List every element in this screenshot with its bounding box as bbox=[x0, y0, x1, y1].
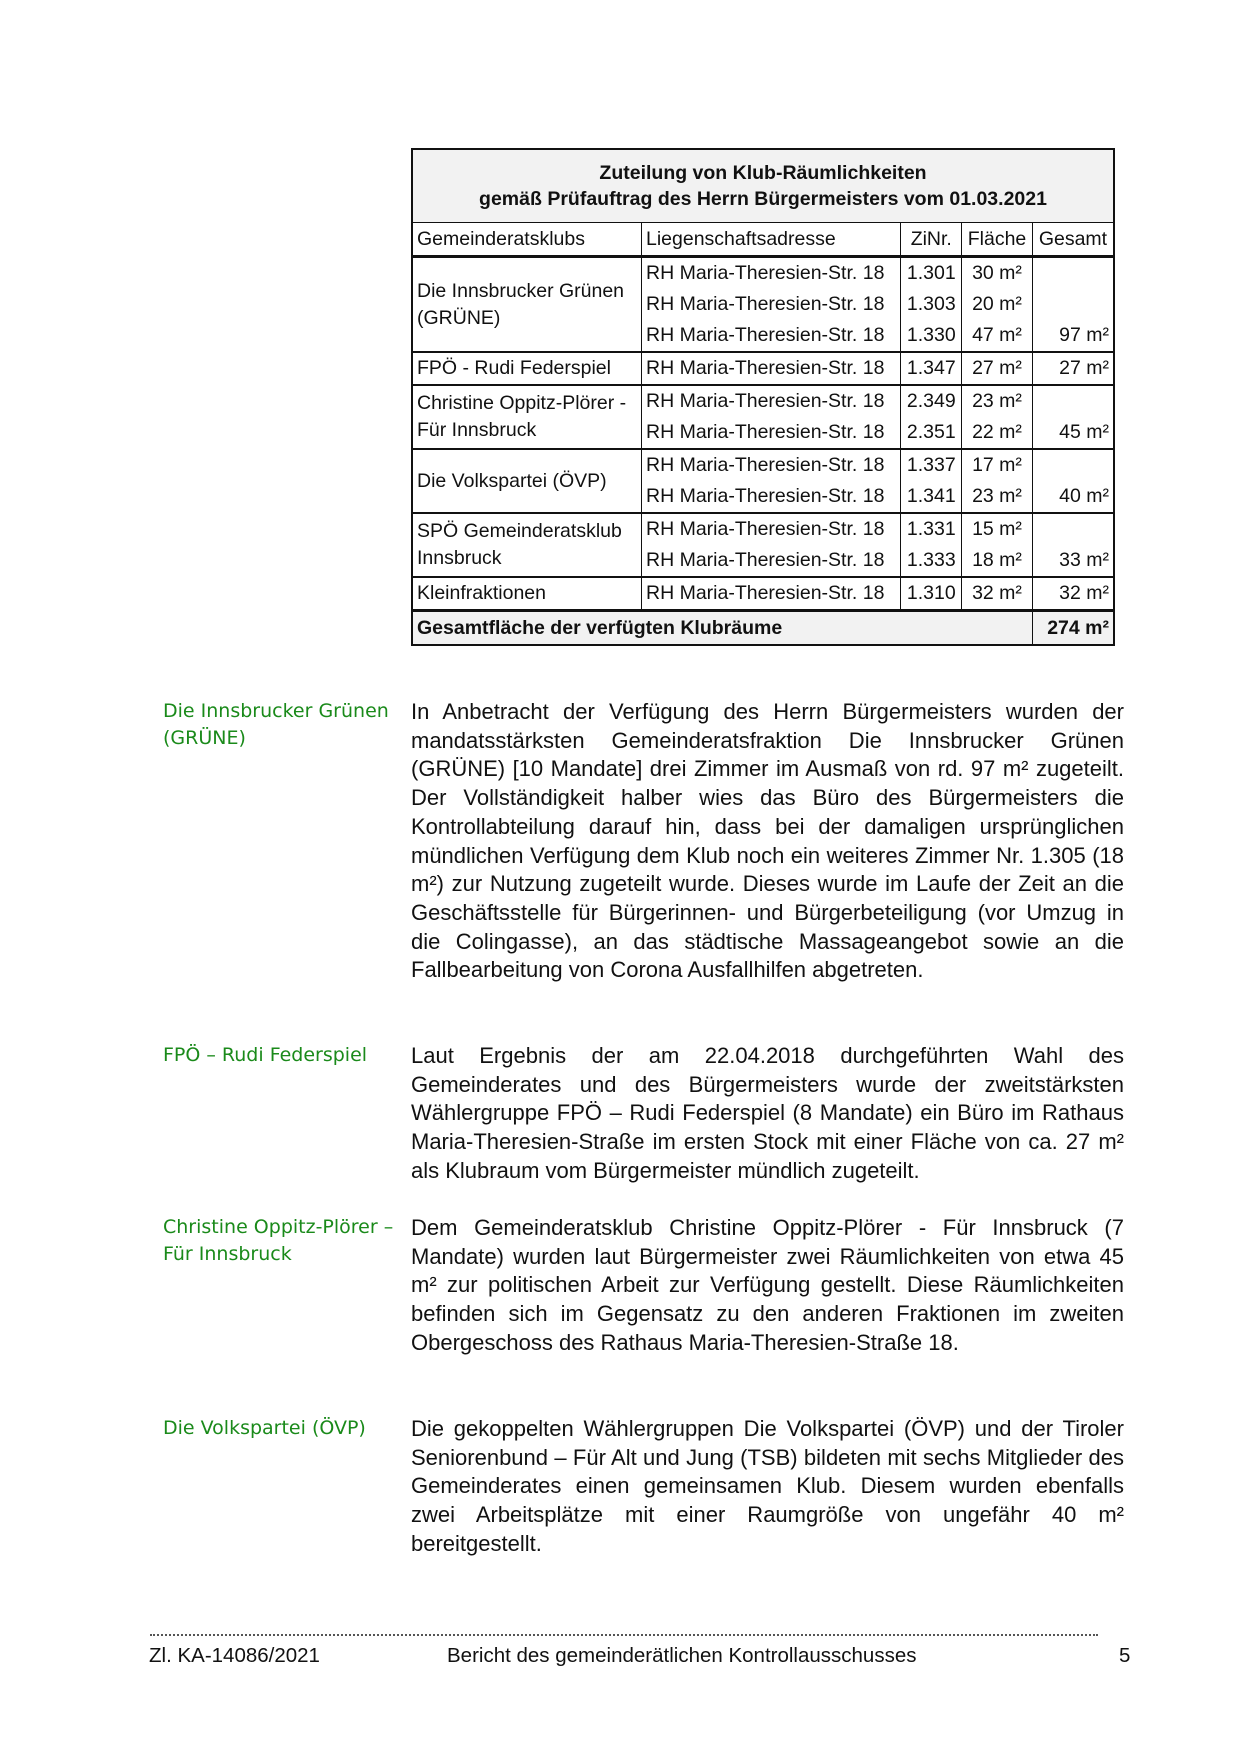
room-number-cell: 1.341 bbox=[901, 481, 962, 513]
address-cell: RH Maria-Theresien-Str. 18 bbox=[642, 449, 901, 481]
club-name: Die Volkspartei (ÖVP) bbox=[412, 449, 642, 513]
address-cell: RH Maria-Theresien-Str. 18 bbox=[642, 513, 901, 545]
section-label: Die Volkspartei (ÖVP) bbox=[163, 1417, 366, 1439]
club-name: Die Innsbrucker Grünen (GRÜNE) bbox=[412, 257, 642, 353]
club-name: Christine Oppitz-Plörer - Für Innsbruck bbox=[412, 385, 642, 449]
area-cell: 23 m² bbox=[962, 481, 1033, 513]
table-row bbox=[412, 352, 1114, 385]
section-label: Christine Oppitz-Plörer – Für Innsbruck bbox=[163, 1216, 394, 1265]
section-text: Die gekoppelten Wählergruppen Die Volkspartei (ÖVP) und der Tiroler Seniorenbund – Für Alt und Jung (TSB) bildeten mit sechs Mitglieder des Gemeinderates einen gemeinsamen Klub. Diesem wurden ebenfalls zwei Arbeitsplätze mit einer Raumgröße von ungefähr 40 m² bereitgestellt. bbox=[411, 1416, 1124, 1556]
table-title bbox=[412, 149, 1114, 223]
address-cell: RH Maria-Theresien-Str. 18 bbox=[642, 385, 901, 417]
title-line-2: gemäß Prüfauftrag des Herrn Bürgermeisters vom 01.03.2021 bbox=[479, 188, 1047, 210]
group-total-cell: 97 m² bbox=[1032, 257, 1114, 353]
table-row bbox=[412, 513, 1114, 545]
area-cell: 30 m² bbox=[962, 257, 1033, 290]
table-row bbox=[412, 257, 1114, 290]
total-value: 274 m² bbox=[1032, 611, 1114, 646]
table-row bbox=[412, 577, 1114, 611]
footer-reference: Zl. KA-14086/2021 bbox=[149, 1644, 320, 1667]
area-cell: 22 m² bbox=[962, 417, 1033, 449]
footer-title: Bericht des gemeinderätlichen Kontrollausschusses bbox=[447, 1644, 917, 1667]
room-number-cell: 2.349 bbox=[901, 385, 962, 417]
section-label: FPÖ – Rudi Federspiel bbox=[163, 1044, 368, 1066]
address-cell: RH Maria-Theresien-Str. 18 bbox=[642, 577, 901, 611]
address-cell: RH Maria-Theresien-Str. 18 bbox=[642, 289, 901, 320]
room-number-cell: 2.351 bbox=[901, 417, 962, 449]
address-cell: RH Maria-Theresien-Str. 18 bbox=[642, 545, 901, 577]
address-cell: RH Maria-Theresien-Str. 18 bbox=[642, 320, 901, 352]
room-number-cell: 1.337 bbox=[901, 449, 962, 481]
group-total-cell: 33 m² bbox=[1032, 513, 1114, 577]
group-total-cell: 45 m² bbox=[1032, 385, 1114, 449]
table-row bbox=[412, 385, 1114, 417]
area-cell: 32 m² bbox=[962, 577, 1033, 611]
section-label: Die Innsbrucker Grünen (GRÜNE) bbox=[163, 700, 389, 749]
club-name: Kleinfraktionen bbox=[412, 577, 642, 611]
group-total-cell: 40 m² bbox=[1032, 449, 1114, 513]
col-header: Gesamt bbox=[1032, 223, 1114, 257]
room-number-cell: 1.330 bbox=[901, 320, 962, 352]
club-name: SPÖ Gemeinderatsklub Innsbruck bbox=[412, 513, 642, 577]
area-cell: 20 m² bbox=[962, 289, 1033, 320]
allocation-table bbox=[411, 148, 1115, 646]
footer-divider bbox=[150, 1634, 1098, 1636]
page-number: 5 bbox=[1119, 1644, 1131, 1667]
room-number-cell: 1.331 bbox=[901, 513, 962, 545]
room-number-cell: 1.310 bbox=[901, 577, 962, 611]
area-cell: 15 m² bbox=[962, 513, 1033, 545]
col-header: Gemeinderatsklubs bbox=[412, 223, 642, 257]
room-number-cell: 1.301 bbox=[901, 257, 962, 290]
area-cell: 27 m² bbox=[962, 352, 1033, 385]
total-label: Gesamtfläche der verfügten Klubräume bbox=[412, 611, 1032, 646]
address-cell: RH Maria-Theresien-Str. 18 bbox=[642, 481, 901, 513]
total-row bbox=[412, 611, 1114, 646]
section-text: Dem Gemeinderatsklub Christine Oppitz-Plörer - Für Innsbruck (7 Mandate) wurden laut Bürgermeister zwei Räumlichkeiten von etwa 45 m² zur politischen Arbeit zur Verfügung gestellt. Diese Räumlichkeiten befinden sich im Gegensatz zu den anderen Fraktionen im zweiten Obergeschoss des Rathaus Maria-Theresien-Straße 18. bbox=[411, 1215, 1124, 1355]
address-cell: RH Maria-Theresien-Str. 18 bbox=[642, 417, 901, 449]
group-total-cell: 32 m² bbox=[1032, 577, 1114, 611]
section-text: Laut Ergebnis der am 22.04.2018 durchgeführten Wahl des Gemeinderates und des Bürgermeisters wurde der zweitstärksten Wählergruppe FPÖ – Rudi Federspiel (8 Mandate) ein Büro im Rathaus Maria-Theresien-Straße im ersten Stock mit einer Fläche von ca. 27 m² als Klubraum vom Bürgermeister mündlich zugeteilt. bbox=[411, 1043, 1124, 1183]
room-number-cell: 1.347 bbox=[901, 352, 962, 385]
area-cell: 18 m² bbox=[962, 545, 1033, 577]
col-header: Fläche bbox=[962, 223, 1033, 257]
club-name: FPÖ - Rudi Federspiel bbox=[412, 352, 642, 385]
group-total-cell: 27 m² bbox=[1032, 352, 1114, 385]
area-cell: 17 m² bbox=[962, 449, 1033, 481]
col-header: Liegenschaftsadresse bbox=[642, 223, 901, 257]
room-number-cell: 1.303 bbox=[901, 289, 962, 320]
room-number-cell: 1.333 bbox=[901, 545, 962, 577]
area-cell: 23 m² bbox=[962, 385, 1033, 417]
column-header-row bbox=[412, 223, 1114, 257]
title-line-1: Zuteilung von Klub-Räumlichkeiten bbox=[599, 162, 927, 184]
col-header: ZiNr. bbox=[901, 223, 962, 257]
area-cell: 47 m² bbox=[962, 320, 1033, 352]
section-text: In Anbetracht der Verfügung des Herrn Bürgermeisters wurden der mandatsstärksten Gemeinderatsfraktion Die Innsbrucker Grünen (GRÜNE) [10 Mandate] drei Zimmer im Ausmaß von rd. 97 m² zugeteilt. Der Vollständigkeit halber wies das Büro des Bürgermeisters die Kontrollabteilung darauf hin, dass bei der damaligen ursprünglichen mündlichen Verfügung dem Klub noch ein weiteres Zimmer Nr. 1.305 (18 m²) zur Nutzung zugeteilt wurde. Dieses wurde im Laufe der Zeit an die Geschäftsstelle für Bürgerinnen- und Bürgerbeteiligung (vor Umzug in die Colingasse), an das städtische Massageangebot sowie an die Fallbearbeitung von Corona Ausfallhilfen abgetreten. bbox=[411, 699, 1124, 983]
address-cell: RH Maria-Theresien-Str. 18 bbox=[642, 257, 901, 290]
address-cell: RH Maria-Theresien-Str. 18 bbox=[642, 352, 901, 385]
table-row bbox=[412, 449, 1114, 481]
